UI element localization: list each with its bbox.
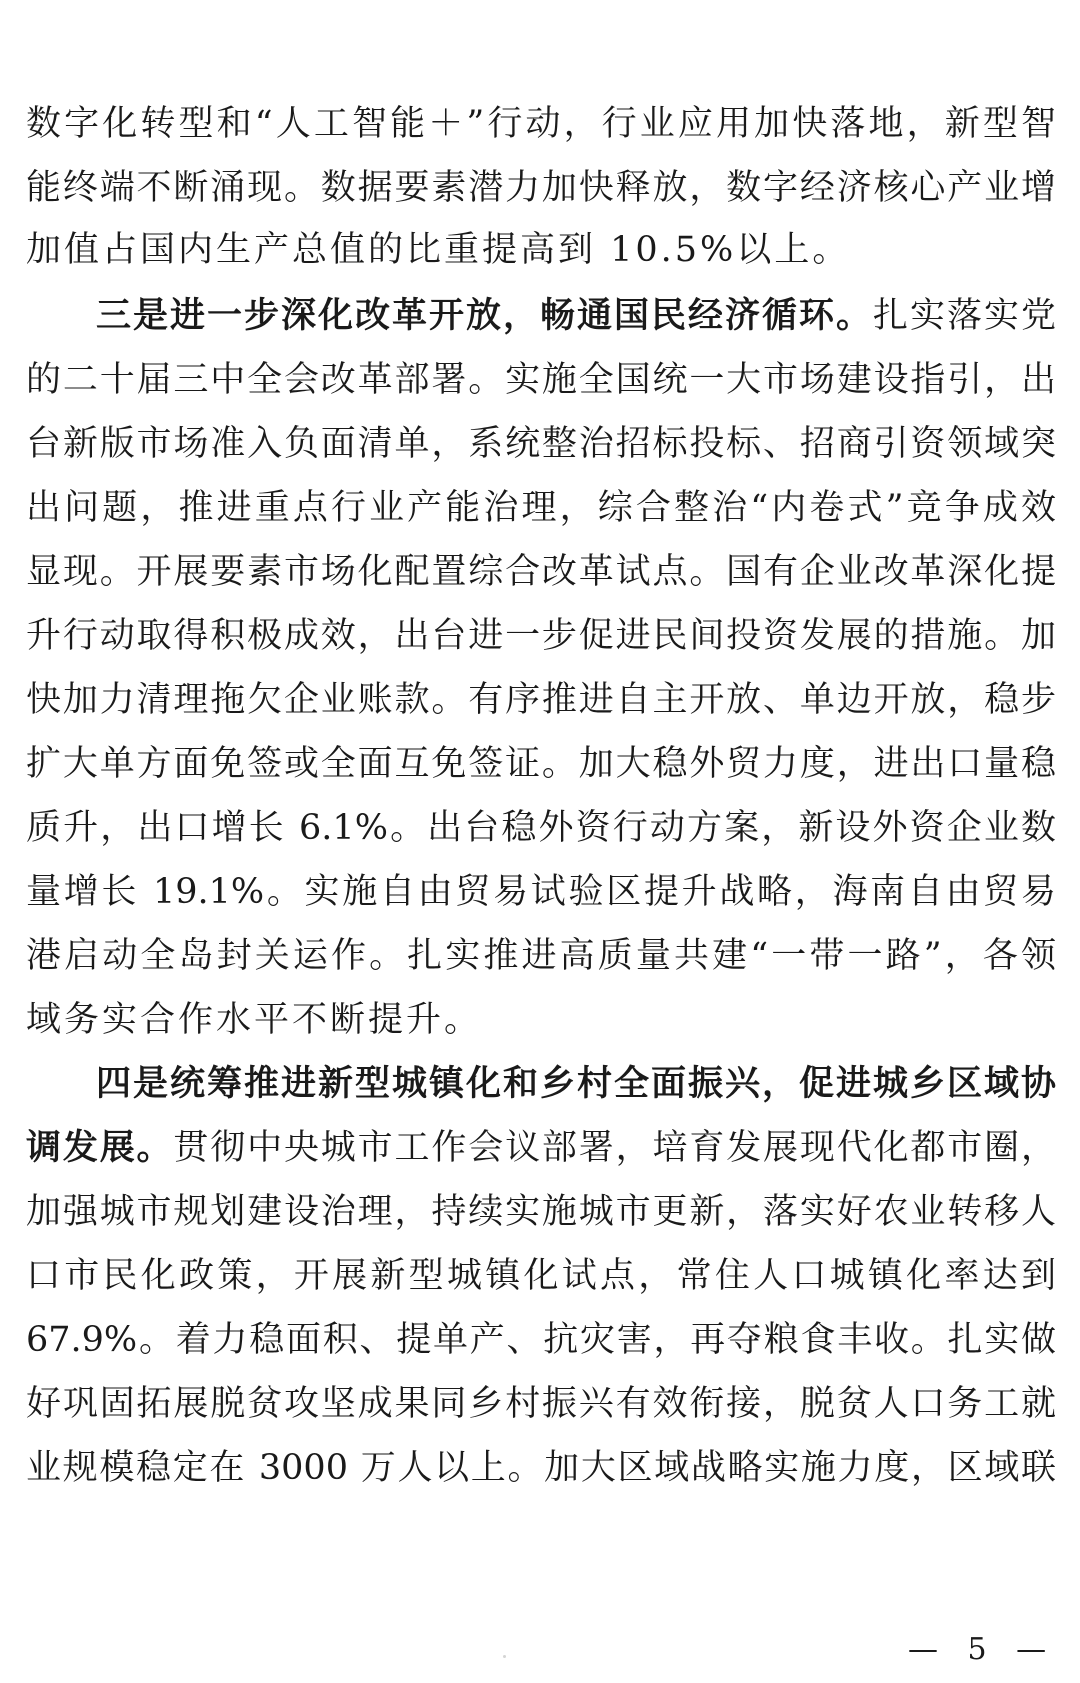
paragraph-heading-line: [96, 286, 1056, 346]
text-line: 港启动全岛封关运作。扎实推进高质量共建“一带一路”，各领: [26, 936, 1056, 976]
text-line: 能终端不断涌现。数据要素潜力加快释放，数字经济核心产业增: [26, 168, 1056, 208]
paragraph-text: 扎实落实党: [872, 296, 1056, 336]
text-line: 口市民化政策，开展新型城镇化试点，常住人口城镇化率达到: [26, 1256, 1056, 1296]
text-line: 数字化转型和“人工智能＋”行动，行业应用加快落地，新型智: [26, 104, 1056, 144]
text-line: 67.9%。着力稳面积、提单产、抗灾害，再夺粮食丰收。扎实做: [26, 1320, 1056, 1360]
text-line: 快加力清理拖欠企业账款。有序推进自主开放、单边开放，稳步: [26, 680, 1056, 720]
text-line: 质升，出口增长 6.1%。出台稳外资行动方案，新设外资企业数: [26, 808, 1056, 848]
text-line: 加强城市规划建设治理，持续实施城市更新，落实好农业转移人: [26, 1192, 1056, 1232]
text-line: [26, 1118, 1056, 1178]
text-line: 好巩固拓展脱贫攻坚成果同乡村振兴有效衔接，脱贫人口务工就: [26, 1384, 1056, 1424]
scan-artifact-dot: [503, 1655, 506, 1658]
paragraph-heading: 三是进一步深化改革开放，畅通国民经济循环。: [96, 295, 873, 336]
text-line: 业规模稳定在 3000 万人以上。加大区域战略实施力度，区域联: [26, 1448, 1056, 1488]
text-line: 的二十届三中全会改革部署。实施全国统一大市场建设指引，出: [26, 360, 1056, 400]
text-line: 加值占国内生产总值的比重提高到 10.5%以上。: [26, 230, 851, 270]
paragraph-heading-line: [96, 1054, 1056, 1114]
text-line: 量增长 19.1%。实施自由贸易试验区提升战略，海南自由贸易: [26, 872, 1056, 912]
text-line: 出问题，推进重点行业产能治理，综合整治“内卷式”竞争成效: [26, 488, 1056, 528]
paragraph-text: 贯彻中央城市工作会议部署，培育发展现代化都市圈，: [173, 1128, 1056, 1168]
text-line: 显现。开展要素市场化配置综合改革试点。国有企业改革深化提: [26, 552, 1056, 592]
text-line: 升行动取得积极成效，出台进一步促进民间投资发展的措施。加: [26, 616, 1056, 656]
page-number: — 5 —: [908, 1632, 1057, 1667]
text-line: 域务实合作水平不断提升。: [26, 1000, 483, 1040]
text-line: 扩大单方面免签或全面互免签证。加大稳外贸力度，进出口量稳: [26, 744, 1056, 784]
paragraph-heading: 四是统筹推进新型城镇化和乡村全面振兴，促进城乡区域协: [96, 1063, 1056, 1104]
text-line: 台新版市场准入负面清单，系统整治招标投标、招商引资领域突: [26, 424, 1056, 464]
paragraph-heading: 调发展。: [26, 1127, 174, 1168]
